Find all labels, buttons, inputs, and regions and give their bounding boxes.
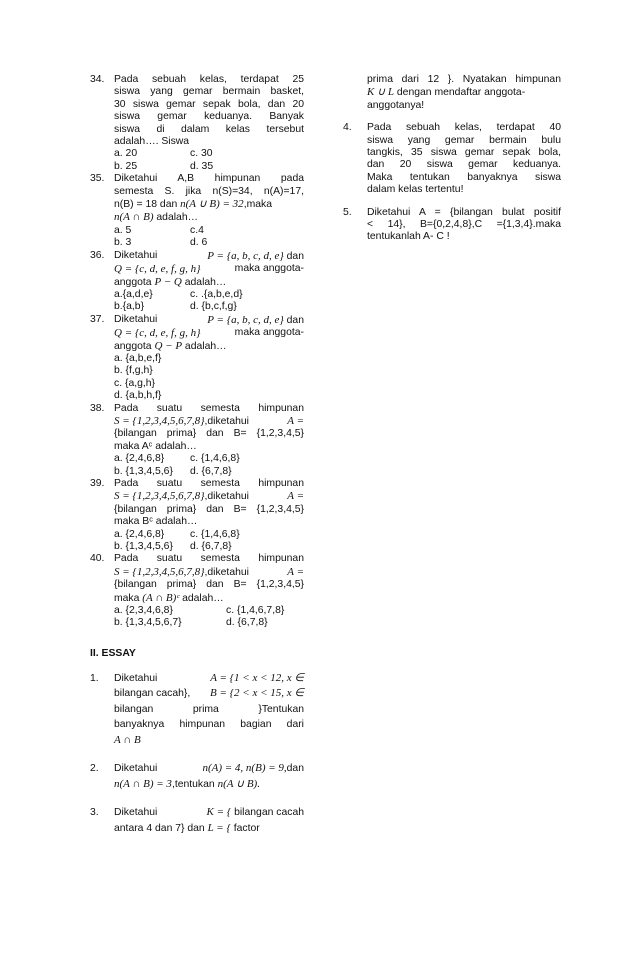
option: d. {6,7,8} bbox=[190, 465, 232, 477]
question-text bbox=[114, 340, 304, 353]
left-column bbox=[90, 74, 304, 836]
text-fragment: n(B) = 18 dan bbox=[114, 199, 181, 211]
math-expression: S = {1,2,3,4,5,6,7,8} bbox=[114, 490, 205, 503]
essay-question-2 bbox=[90, 761, 304, 792]
option-row bbox=[114, 148, 304, 160]
question-text bbox=[114, 263, 304, 275]
option: d. 6 bbox=[190, 237, 208, 249]
math-expression: n(A ∪ B) = 32 bbox=[180, 198, 244, 211]
question-number: 35. bbox=[90, 173, 105, 185]
question-35 bbox=[90, 173, 304, 249]
question-text: {bilangan prima} dan B= {1,2,3,4,5} bbox=[114, 503, 304, 515]
option: c.4 bbox=[190, 224, 204, 236]
question-34 bbox=[90, 74, 304, 173]
question-text: semesta S. jika n(S)=34, n(A)=17, bbox=[114, 185, 304, 197]
option: a. {2,4,6,8} bbox=[114, 453, 165, 465]
math-expression: A = bbox=[287, 565, 304, 578]
math-expression: n(A) = 4, n(B) = 9, bbox=[202, 762, 287, 775]
text-fragment: dan bbox=[286, 250, 304, 262]
text-fragment bbox=[114, 490, 249, 503]
question-text: < 14}, B={0,2,4,8},C ={1,3,4}.maka bbox=[367, 219, 561, 231]
option: a. 20 bbox=[114, 148, 138, 160]
option: a. {2,3,4,6,8} bbox=[114, 605, 173, 617]
question-text: siswa yang gemar bermain bulu bbox=[367, 134, 561, 146]
text-fragment: adalah… bbox=[181, 276, 227, 288]
text-fragment: antara 4 dan 7} dan bbox=[114, 822, 208, 834]
question-text: maka Bᶜ adalah… bbox=[114, 516, 198, 528]
question-text bbox=[114, 250, 304, 263]
question-text: Pada sebuah kelas, terdapat 25 bbox=[114, 74, 304, 85]
question-text: prima dari 12 }. Nyatakan himpunan bbox=[367, 74, 561, 85]
math-expression: K ∪ L bbox=[367, 86, 395, 99]
question-text bbox=[114, 415, 304, 428]
question-text bbox=[367, 86, 561, 99]
question-37 bbox=[90, 314, 304, 403]
question-text bbox=[114, 592, 304, 605]
question-number: 3. bbox=[90, 807, 99, 819]
text-fragment: maka anggota- bbox=[234, 263, 304, 275]
question-number: 40. bbox=[90, 553, 105, 565]
text-fragment: Diketahui bbox=[114, 313, 158, 325]
question-text: tentukanlah A- C ! bbox=[367, 231, 450, 243]
option-row bbox=[114, 289, 304, 301]
question-text: Diketahui A = {bilangan bulat positif bbox=[367, 206, 561, 218]
question-text: tangkis, 35 siswa gemar sepak bola, bbox=[367, 147, 561, 159]
option: c. 30 bbox=[190, 148, 213, 160]
question-number: 2. bbox=[90, 763, 99, 775]
text-fragment: anggota bbox=[114, 340, 155, 352]
essay-question-3 bbox=[90, 805, 304, 836]
text-fragment: adalah… bbox=[182, 340, 227, 352]
question-text: adalah…. Siswa bbox=[114, 136, 190, 148]
text-fragment: Diketahui bbox=[114, 763, 158, 775]
question-text bbox=[114, 805, 304, 821]
question-text: dan 20 siswa gemar keduanya. bbox=[367, 159, 561, 171]
math-expression: n(A ∩ B) bbox=[114, 211, 154, 224]
question-text bbox=[114, 276, 304, 289]
option-row bbox=[114, 237, 304, 249]
option-row bbox=[114, 466, 304, 478]
option: a. 5 bbox=[114, 224, 132, 236]
math-expression: A = bbox=[287, 490, 304, 503]
essay-question-1 bbox=[90, 671, 304, 749]
question-text bbox=[114, 686, 304, 702]
text-fragment: ,tentukan bbox=[171, 778, 218, 790]
text-fragment: bilangan cacah bbox=[234, 807, 304, 819]
question-text bbox=[114, 671, 304, 687]
text-fragment: ,maka bbox=[243, 199, 272, 211]
question-36 bbox=[90, 250, 304, 314]
question-text bbox=[114, 777, 304, 793]
text-fragment: adalah… bbox=[153, 212, 198, 224]
text-fragment bbox=[207, 805, 304, 821]
question-number: 37. bbox=[90, 313, 105, 325]
math-expression: P − Q bbox=[154, 275, 182, 288]
option: c. {1,4,6,8} bbox=[190, 528, 240, 540]
option: d. {b,c,f,g} bbox=[190, 301, 237, 313]
question-text: siswa gemar keduanya. Banyak bbox=[114, 111, 304, 123]
question-text bbox=[114, 314, 304, 327]
question-text: {bilangan prima} dan B= {1,2,3,4,5} bbox=[114, 428, 304, 440]
option-row bbox=[114, 301, 304, 313]
option: d. {6,7,8} bbox=[226, 617, 268, 629]
option-row bbox=[114, 453, 304, 465]
section-heading: II. ESSAY bbox=[90, 647, 136, 659]
math-expression: B = {2 < x < 15, x ∈ bbox=[210, 687, 304, 700]
question-number: 1. bbox=[90, 672, 99, 684]
question-text bbox=[114, 566, 304, 579]
option: d. 35 bbox=[190, 160, 214, 172]
question-text: Diketahui A,B himpunan pada bbox=[114, 173, 304, 185]
math-expression: A = {1 < x < 12, x ∈ bbox=[210, 671, 304, 684]
text-fragment: anggota bbox=[114, 276, 155, 288]
math-expression: Q = {c, d, e, f, g, h} bbox=[114, 263, 201, 276]
question-38 bbox=[90, 403, 304, 478]
math-expression: A ∩ B bbox=[114, 733, 141, 746]
math-expression: L = { bbox=[207, 821, 231, 834]
right-column bbox=[343, 74, 561, 244]
text-fragment: factor bbox=[230, 822, 260, 834]
essay-question-4 bbox=[343, 122, 561, 196]
text-fragment: ,diketahui bbox=[204, 415, 249, 427]
essay-question-3-continued bbox=[343, 74, 561, 112]
essay-question-5 bbox=[343, 207, 561, 244]
question-text bbox=[114, 211, 304, 224]
math-expression: K = { bbox=[206, 806, 232, 819]
question-text: anggotanya! bbox=[367, 99, 425, 111]
option: a. {a,b,e,f} bbox=[114, 352, 162, 364]
option: c. .{a,b,e,d} bbox=[190, 288, 243, 300]
option-row bbox=[114, 541, 304, 553]
text-fragment: Diketahui bbox=[114, 807, 158, 819]
question-text: maka Aᶜ adalah… bbox=[114, 440, 197, 452]
math-expression: (A ∩ B)ᶜ bbox=[142, 591, 180, 604]
text-fragment: bilangan cacah}, bbox=[114, 688, 191, 700]
math-expression: S = {1,2,3,4,5,6,7,8} bbox=[114, 565, 205, 578]
text-fragment: maka bbox=[114, 592, 143, 604]
option: d. {a,b,h,f} bbox=[114, 390, 162, 402]
math-expression: P = {a, b, c, d, e} bbox=[207, 313, 284, 326]
text-fragment: Diketahui bbox=[114, 249, 158, 261]
text-fragment bbox=[207, 250, 304, 263]
option: b.{a,b} bbox=[114, 301, 145, 313]
text-fragment: maka anggota- bbox=[234, 327, 304, 339]
question-number: 34. bbox=[90, 74, 105, 85]
option-row bbox=[114, 161, 304, 173]
math-expression: Q − P bbox=[154, 339, 183, 352]
question-40 bbox=[90, 553, 304, 629]
question-text: Pada sebuah kelas, terdapat 40 bbox=[367, 122, 561, 134]
math-expression: P = {a, b, c, d, e} bbox=[207, 249, 284, 262]
option: b. 25 bbox=[114, 160, 138, 172]
text-fragment: dengan mendaftar anggota- bbox=[394, 87, 526, 99]
question-text: siswa yang gemar bermain basket, bbox=[114, 86, 304, 98]
math-expression: S = {1,2,3,4,5,6,7,8} bbox=[114, 414, 205, 427]
option: b. 3 bbox=[114, 237, 132, 249]
option-row bbox=[114, 617, 304, 629]
question-text: siswa di dalam kelas tersebut bbox=[114, 123, 304, 135]
text-fragment: ,diketahui bbox=[204, 566, 249, 578]
option: b. {1,3,4,5,6} bbox=[114, 465, 173, 477]
question-text: dalam kelas tertentu! bbox=[367, 184, 464, 196]
text-fragment: Diketahui bbox=[114, 672, 158, 684]
option-row bbox=[114, 529, 304, 541]
question-number: 38. bbox=[90, 402, 105, 414]
option: c. {1,4,6,7,8} bbox=[226, 605, 285, 617]
option: b. {f,g,h} bbox=[114, 365, 153, 377]
math-expression: Q = {c, d, e, f, g, h} bbox=[114, 327, 201, 340]
question-text bbox=[114, 821, 304, 837]
question-text bbox=[114, 490, 304, 503]
option: a.{a,d,e} bbox=[114, 288, 153, 300]
question-number: 5. bbox=[343, 206, 352, 218]
question-text: Maka tentukan banyaknya siswa bbox=[367, 171, 561, 183]
option: b. {1,3,4,5,6,7} bbox=[114, 617, 182, 629]
text-fragment bbox=[207, 314, 304, 327]
question-number: 39. bbox=[90, 478, 105, 489]
question-text: Pada suatu semesta himpunan bbox=[114, 478, 304, 489]
math-expression: A = bbox=[287, 414, 304, 427]
math-expression: n(A ∩ B) = 3 bbox=[114, 777, 172, 790]
question-text: Pada suatu semesta himpunan bbox=[114, 553, 304, 565]
option: b. {1,3,4,5,6} bbox=[114, 541, 173, 553]
option: d. {6,7,8} bbox=[190, 541, 232, 553]
text-fragment: ,diketahui bbox=[204, 491, 249, 503]
text-fragment bbox=[114, 415, 249, 428]
question-text bbox=[114, 198, 304, 211]
question-text bbox=[114, 761, 304, 777]
question-number: 36. bbox=[90, 249, 105, 261]
question-text: bilangan prima }Tentukan bbox=[114, 703, 304, 715]
option: a. {2,4,6,8} bbox=[114, 528, 165, 540]
option: c. {1,4,6,8} bbox=[190, 453, 240, 465]
text-fragment: dan bbox=[286, 314, 304, 326]
text-fragment bbox=[202, 761, 304, 777]
question-number: 4. bbox=[343, 122, 352, 134]
question-text bbox=[114, 327, 304, 339]
option: c. {a,g,h} bbox=[114, 377, 156, 389]
option-row bbox=[114, 605, 304, 617]
question-text: 30 siswa gemar sepak bola, dan 20 bbox=[114, 98, 304, 110]
essay-section bbox=[90, 671, 304, 837]
question-text: banyaknya himpunan bagian dari bbox=[114, 719, 304, 731]
question-39 bbox=[90, 478, 304, 553]
text-fragment: adalah… bbox=[179, 592, 224, 604]
text-fragment bbox=[114, 566, 249, 579]
math-expression: n(A ∪ B). bbox=[217, 777, 260, 790]
question-text: Pada suatu semesta himpunan bbox=[114, 402, 304, 414]
text-fragment: dan bbox=[286, 763, 304, 775]
question-text: {bilangan prima} dan B= {1,2,3,4,5} bbox=[114, 579, 304, 591]
option-row bbox=[114, 225, 304, 237]
